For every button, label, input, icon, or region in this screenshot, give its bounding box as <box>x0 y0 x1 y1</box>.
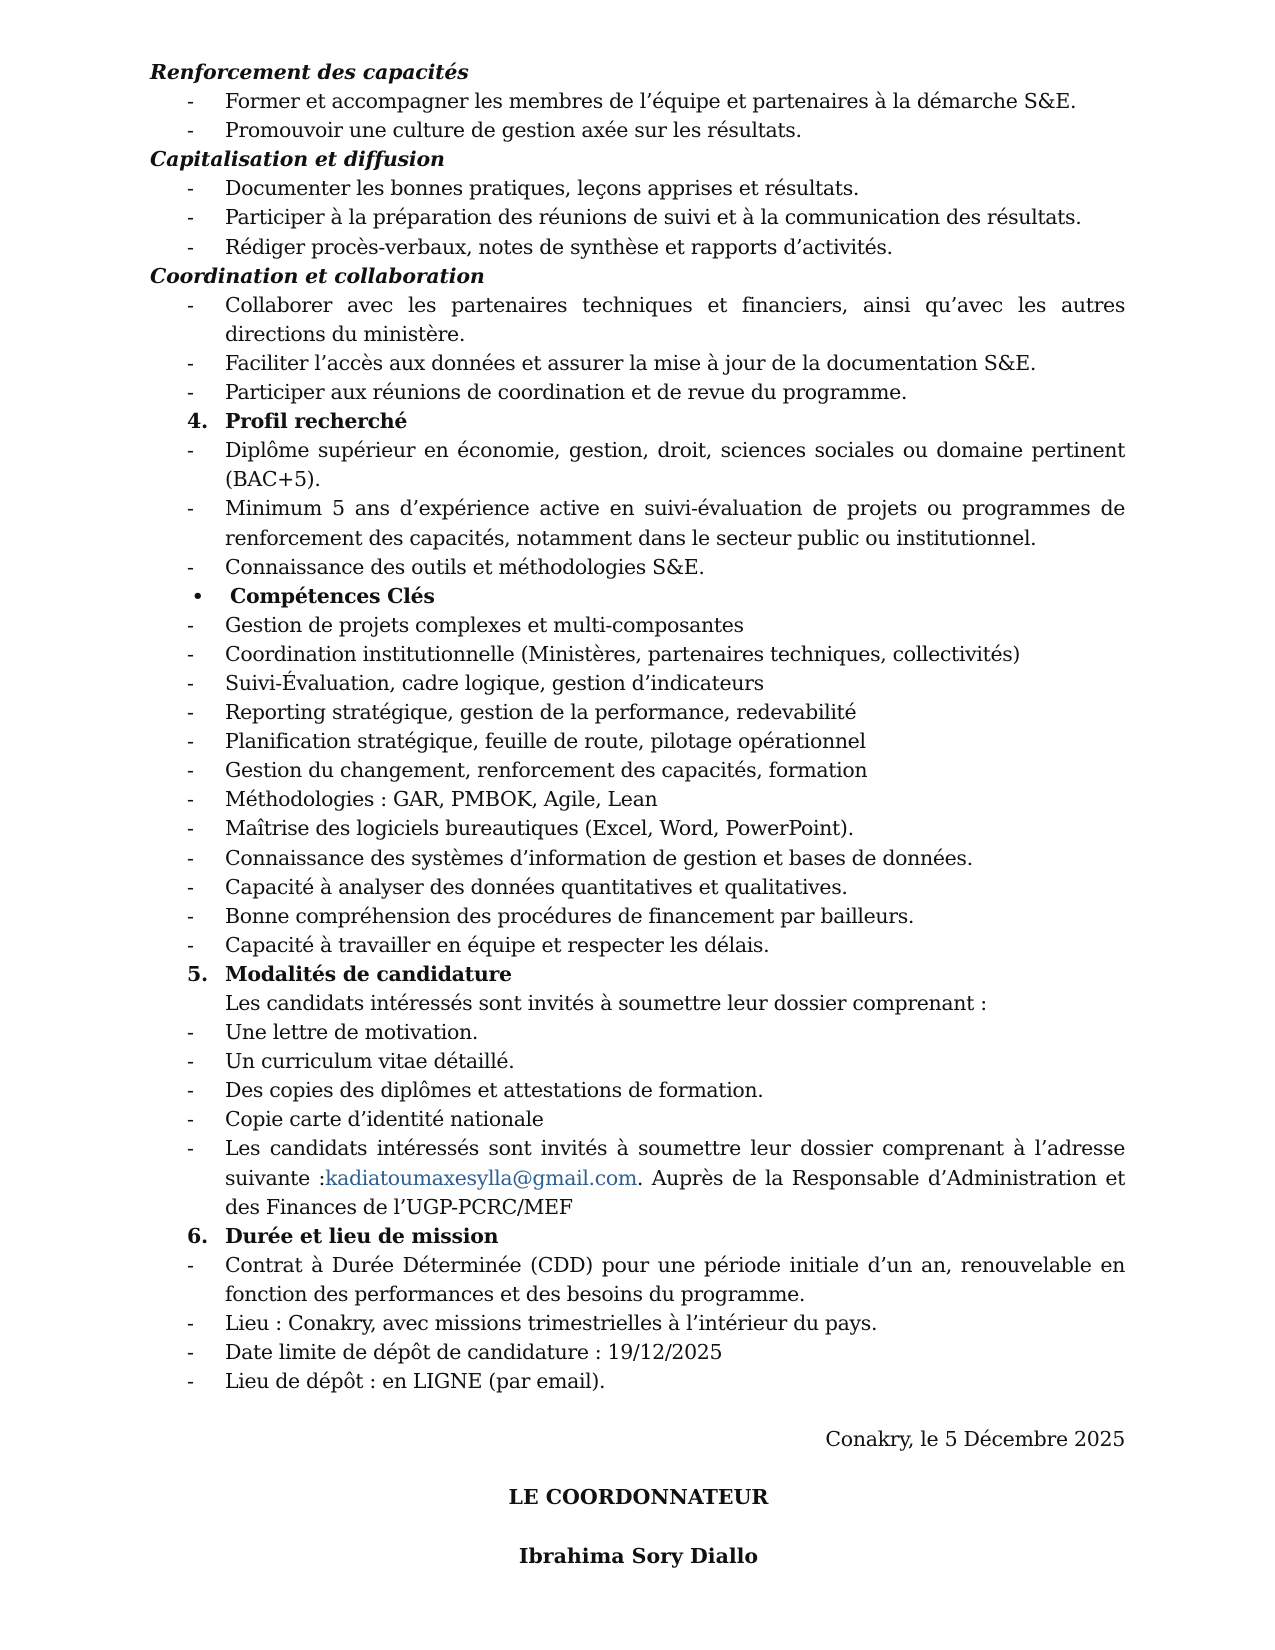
document-page <box>150 58 1125 1571</box>
dash-bullet: - <box>187 205 194 230</box>
email-link[interactable]: kadiatoumaxesylla@gmail.com <box>325 1165 637 1190</box>
list-item: - Connaissance des systèmes d’information de gestion et bases de données. <box>150 844 1125 873</box>
list-item-address: - Les candidats intéressés sont invités à soumettre leur dossier comprenant à l’adresse suivante :kadiatoumaxesylla@gmail.com. Auprès de la Responsable d’Administration et des Finances de l’UGP-PCRC/MEF <box>187 1136 1125 1219</box>
dash-bullet: - <box>187 729 194 754</box>
section-heading-competences: • Compétences Clés <box>150 582 1125 611</box>
list-item: - Rédiger procès-verbaux, notes de synthèse et rapports d’activités. <box>150 233 1125 262</box>
dash-bullet: - <box>187 118 194 143</box>
dash-bullet: - <box>187 1107 194 1132</box>
list-item: - Documenter les bonnes pratiques, leçons apprises et résultats. <box>150 174 1125 203</box>
dash-bullet: - <box>187 438 194 463</box>
list-item: - Participer à la préparation des réunions de suivi et à la communication des résultats. <box>150 203 1125 232</box>
dash-bullet: - <box>187 1136 194 1161</box>
list-item: - Des copies des diplômes et attestations de formation. <box>150 1076 1125 1105</box>
signatory-name: Ibrahima Sory Diallo <box>518 1543 759 1568</box>
section-number: 5. <box>187 961 208 986</box>
list-item: - Maîtrise des logiciels bureautiques (Excel, Word, PowerPoint). <box>150 814 1125 843</box>
list-item: - Planification stratégique, feuille de route, pilotage opérationnel <box>150 727 1125 756</box>
list-item: - Diplôme supérieur en économie, gestion, droit, sciences sociales ou domaine pertinent (BAC+5). <box>187 438 1125 492</box>
dash-bullet: - <box>187 380 194 405</box>
dash-bullet: - <box>187 932 194 957</box>
signatory-title: LE COORDONNATEUR <box>508 1485 769 1510</box>
list-item: - Reporting stratégique, gestion de la performance, redevabilité <box>150 698 1125 727</box>
section-heading-coordination: Coordination et collaboration <box>150 263 485 288</box>
dash-bullet: - <box>187 903 194 928</box>
section-number: 4. <box>187 409 208 434</box>
section-heading-capitalisation: Capitalisation et diffusion <box>150 147 445 172</box>
dash-bullet: - <box>187 1020 194 1045</box>
dash-bullet: - <box>187 234 194 259</box>
list-item: - Promouvoir une culture de gestion axée sur les résultats. <box>150 116 1125 145</box>
dash-bullet: - <box>187 874 194 899</box>
list-item: - Former et accompagner les membres de l’équipe et partenaires à la démarche S&E. <box>150 87 1125 116</box>
list-item: - Faciliter l’accès aux données et assurer la mise à jour de la documentation S&E. <box>150 349 1125 378</box>
section-heading-modalites: 5. Modalités de candidature <box>150 960 1125 989</box>
dash-bullet: - <box>187 787 194 812</box>
dash-bullet: - <box>187 1340 194 1365</box>
modalites-intro: Les candidats intéressés sont invités à soumettre leur dossier comprenant : <box>225 991 987 1015</box>
dash-bullet: - <box>187 292 194 317</box>
place-and-date: Conakry, le 5 Décembre 2025 <box>825 1427 1125 1452</box>
list-item: - Méthodologies : GAR, PMBOK, Agile, Lean <box>150 785 1125 814</box>
list-item: - Date limite de dépôt de candidature : 19/12/2025 <box>150 1338 1125 1367</box>
section-heading-duree: 6. Durée et lieu de mission <box>150 1222 1125 1251</box>
dash-bullet: - <box>187 89 194 114</box>
list-item: - Gestion de projets complexes et multi-composantes <box>150 611 1125 640</box>
round-bullet-icon: • <box>192 585 204 607</box>
list-item: - Collaborer avec les partenaires techniques et financiers, ainsi qu’avec les autres directions du ministère. <box>187 292 1125 346</box>
list-item: - Bonne compréhension des procédures de financement par bailleurs. <box>150 902 1125 931</box>
dash-bullet: - <box>187 1078 194 1103</box>
list-item: - Capacité à travailler en équipe et respecter les délais. <box>150 931 1125 960</box>
dash-bullet: - <box>187 758 194 783</box>
list-item: - Lieu : Conakry, avec missions trimestrielles à l’intérieur du pays. <box>150 1309 1125 1338</box>
list-item: - Minimum 5 ans d’expérience active en suivi-évaluation de projets ou programmes de renforcement des capacités, notamment dans le secteur public ou institutionnel. <box>187 496 1125 550</box>
dash-bullet: - <box>187 816 194 841</box>
dash-bullet: - <box>187 1049 194 1074</box>
list-item: - Une lettre de motivation. <box>150 1018 1125 1047</box>
list-item: - Contrat à Durée Déterminée (CDD) pour une période initiale d’un an, renouvelable en fonction des performances et des besoins du programme. <box>187 1252 1125 1306</box>
list-item: - Gestion du changement, renforcement des capacités, formation <box>150 756 1125 785</box>
list-item: - Capacité à analyser des données quantitatives et qualitatives. <box>150 873 1125 902</box>
list-item: - Un curriculum vitae détaillé. <box>150 1047 1125 1076</box>
list-item: - Coordination institutionnelle (Ministères, partenaires techniques, collectivités) <box>150 640 1125 669</box>
dash-bullet: - <box>187 496 194 521</box>
list-item: - Connaissance des outils et méthodologies S&E. <box>150 553 1125 582</box>
section-number: 6. <box>187 1223 208 1248</box>
section-heading-profil: 4. Profil recherché <box>150 407 1125 436</box>
dash-bullet: - <box>187 700 194 725</box>
dash-bullet: - <box>187 1252 194 1277</box>
dash-bullet: - <box>187 612 194 637</box>
dash-bullet: - <box>187 350 194 375</box>
dash-bullet: - <box>187 176 194 201</box>
section-heading-renforcement: Renforcement des capacités <box>150 60 469 84</box>
dash-bullet: - <box>187 554 194 579</box>
dash-bullet: - <box>187 670 194 695</box>
dash-bullet: - <box>187 845 194 870</box>
dash-bullet: - <box>187 1369 194 1394</box>
list-item: - Participer aux réunions de coordination et de revue du programme. <box>150 378 1125 407</box>
list-item: - Lieu de dépôt : en LIGNE (par email). <box>150 1367 1125 1396</box>
list-item: - Copie carte d’identité nationale <box>150 1105 1125 1134</box>
dash-bullet: - <box>187 641 194 666</box>
dash-bullet: - <box>187 1311 194 1336</box>
list-item: - Suivi-Évaluation, cadre logique, gestion d’indicateurs <box>150 669 1125 698</box>
